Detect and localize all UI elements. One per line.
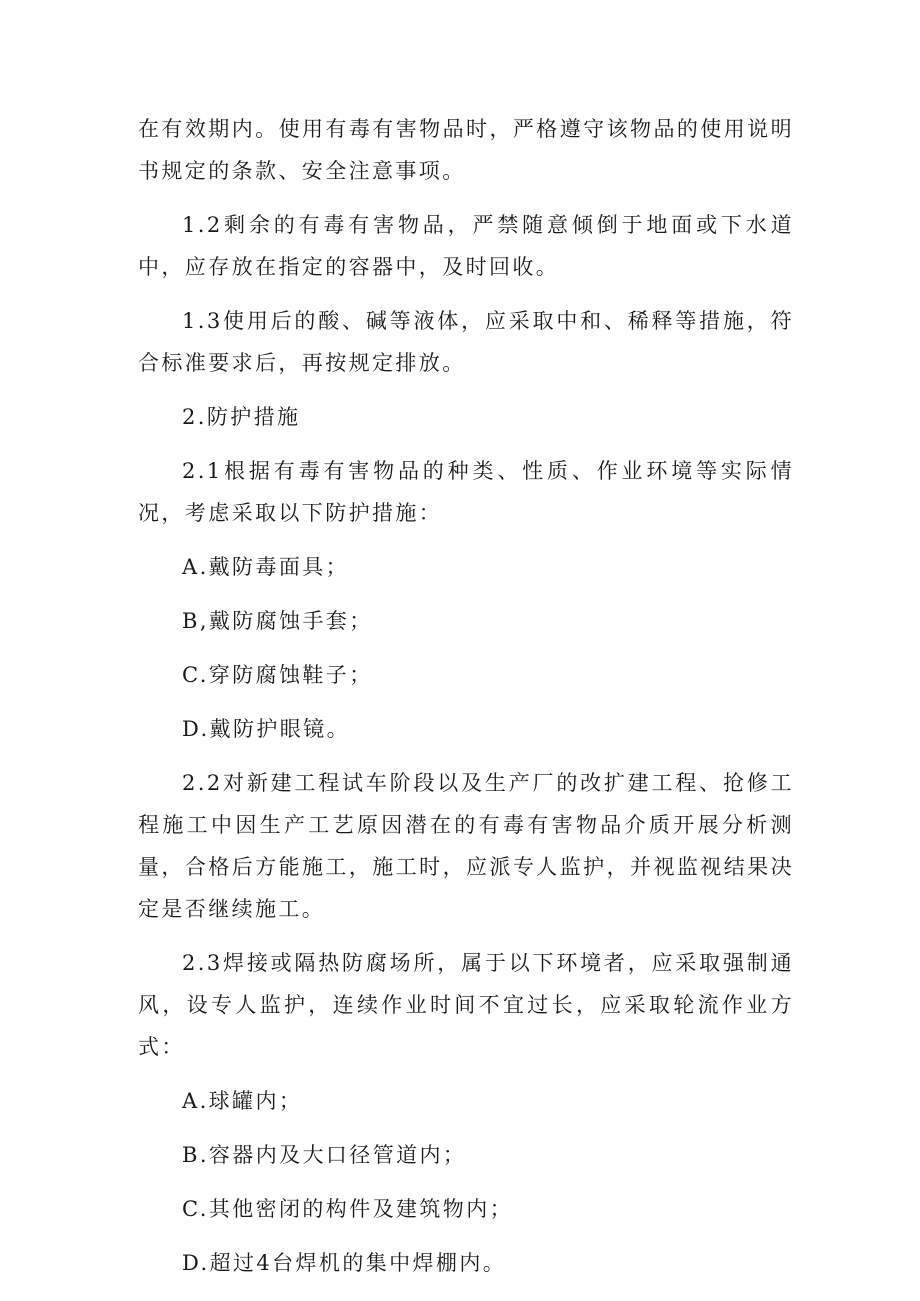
- list-item-2-3-a: A.球罐内；: [182, 1089, 303, 1113]
- paragraph-2-3: 2.3焊接或隔热防腐场所，属于以下环境者，应采取强制通风，设专人监护，连续作业时间不宜过长，应采取轮流作业方式：: [138, 951, 794, 1059]
- list-item-2-3-d: D.超过4台焊机的集中焊棚内。: [182, 1251, 507, 1275]
- paragraph-2-2: 2.2对新建工程试车阶段以及生产厂的改扩建工程、抢修工程施工中因生产工艺原因潜在的有毒有害物品介质开展分析测量，合格后方能施工，施工时，应派专人监护，并视监视结果决定是否继续施工。: [138, 771, 794, 921]
- section-heading-2: 2.防护措施: [182, 405, 301, 429]
- list-item-2-1-c: C.穿防腐蚀鞋子；: [182, 663, 373, 687]
- document-body: [138, 108, 794, 1284]
- list-item-2-1-a: A.戴防毒面具；: [182, 555, 350, 579]
- list-item-2-3-b: B.容器内及大口径管道内；: [182, 1143, 467, 1167]
- paragraph-1-2: 1.2剩余的有毒有害物品，严禁随意倾倒于地面或下水道中，应存放在指定的容器中，及时回收。: [138, 213, 794, 279]
- list-item-2-1-b: B,戴防腐蚀手套；: [182, 609, 373, 633]
- list-item-2-1-d: D.戴防护眼镜。: [182, 717, 350, 741]
- paragraph-continuation: 在有效期内。使用有毒有害物品时，严格遵守该物品的使用说明书规定的条款、安全注意事项。: [138, 117, 794, 183]
- list-item-2-3-c: C.其他密闭的构件及建筑物内；: [182, 1197, 513, 1221]
- paragraph-2-1: 2.1根据有毒有害物品的种类、性质、作业环境等实际情况，考虑采取以下防护措施：: [138, 459, 794, 525]
- paragraph-1-3: 1.3使用后的酸、碱等液体，应采取中和、稀释等措施，符合标准要求后，再按规定排放。: [138, 309, 794, 375]
